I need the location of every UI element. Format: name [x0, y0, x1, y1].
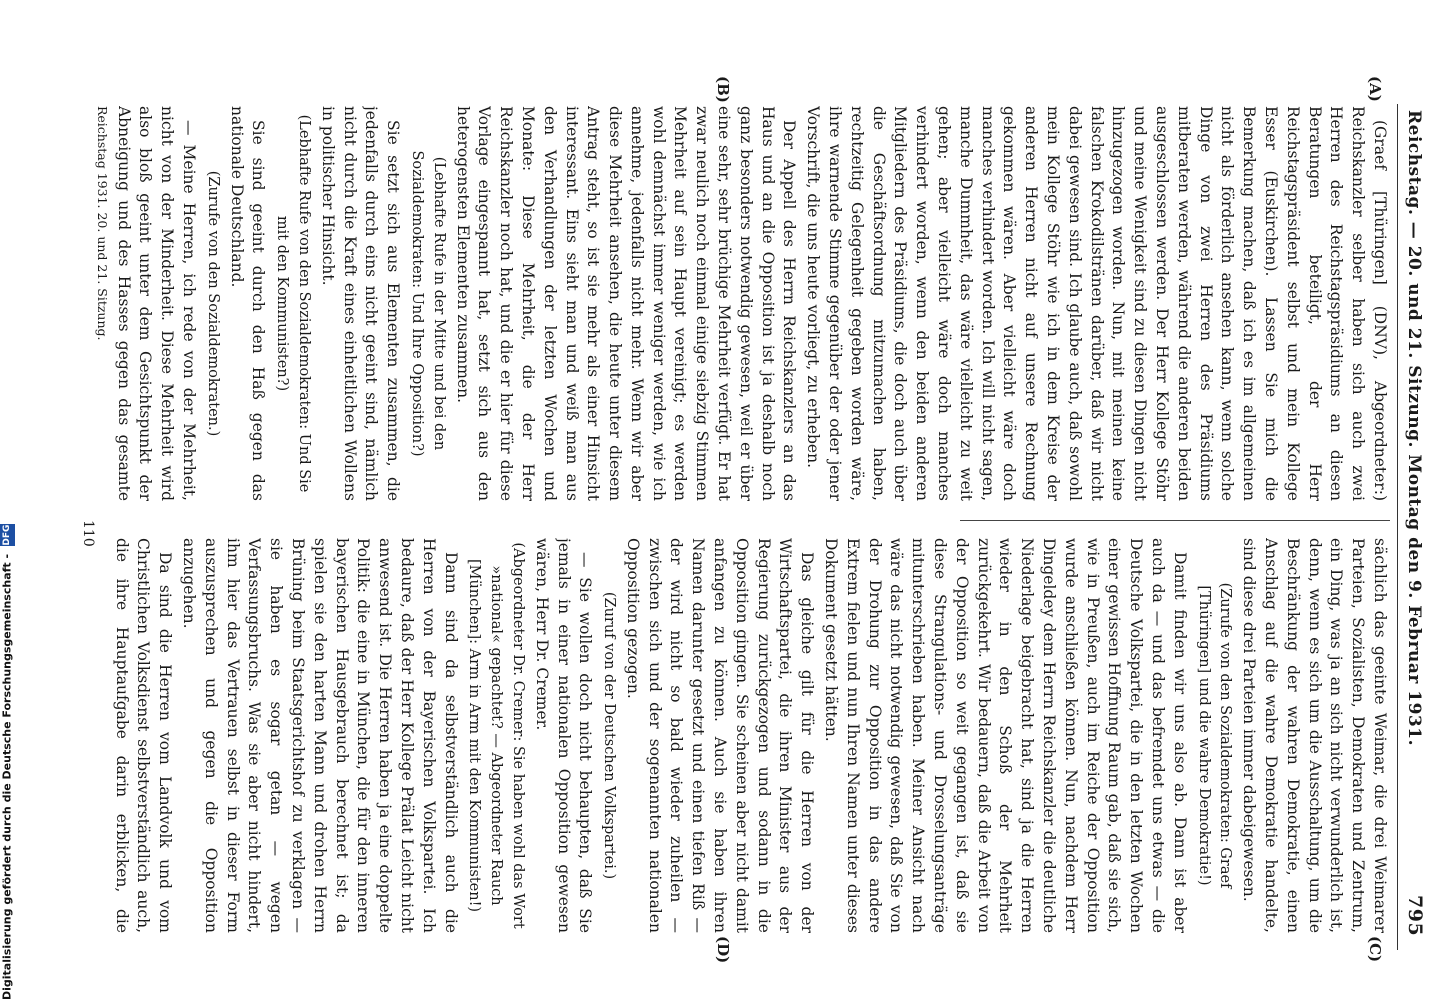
margin-mark-a: (A) — [1366, 76, 1384, 102]
interjection: (Abgeordneter Dr. Cremer: Sie haben wohl das Wort »national« gepachtet? — Abgeordneter Rauch [München]: Arm in Arm mit den Kommunisten!) — [466, 542, 526, 929]
paragraph: Da sind die Herren vom Landvolk und vom Christlichen Volksdienst selbstverständlich auch, die ihre Hauptaufgabe darin erblicken, die — [112, 538, 175, 933]
margin-mark-c: (C) — [1366, 936, 1384, 963]
page-number: 795 — [1404, 895, 1426, 937]
dfg-logo: DFG — [0, 524, 15, 546]
interjection: (Zurufe von den Sozialdemokraten.) — [204, 170, 221, 437]
right-column — [110, 538, 1390, 933]
paragraph: Das gleiche gilt für die Herren von der Wirtschaftspartei, die ihren Minister aus der Regierung zurückgezogen und sodann in die Opposition gingen. Sie scheinen aber nicht damit anfangen zu können. Auch sie haben ihren Namen darunter gesetzt und einen tiefen Riß — der wird nicht so bald wieder zuheilen — zwischen sich und der sogenannten nationalen Opposition gezogen. — [623, 538, 817, 933]
rotated-page — [12, 0, 1432, 964]
digitization-note-text: Digitalisierung gefördert durch die Deutsche Forschungsgemeinschaft - — [0, 553, 14, 1000]
left-column — [110, 106, 1390, 501]
paragraph: sächlich das geeinte Weimar, die drei Weimarer Parteien, Sozialisten, Demokraten und Zentrum, ein Ding, was ja an sich nicht verwunderlich ist, denn, wenn es sich um die Ausschaltung, um die Beschränkung der wahren Demokratie, einen Anschlag auf die wahre Demokratie handelte, sind diese drei Parteien immer dabeigewesen. — [1240, 538, 1389, 933]
paragraph: Damit finden wir uns also ab. Dann ist aber auch da — und das befremdet uns etwas — die Deutsche Volkspartei, die in den letzten Wochen einer gewissen Hoffnung Raum gab, daß sie sich, wie in Preußen, auch im Reiche der Opposition wurde anschließen können. Nun, nachdem Herr Dingeldey dem Herrn Reichskanzler die deutliche Niederlage beigebracht hat, sind ja die Herren wieder in den Schoß der Mehrheit zurückgekehrt. Wir bedauern, daß die Arbeit von der Opposition so weit gegangen ist, daß sie diese Strangulations- und Drosselungsanträge mitunterschrieben haben. Meiner Ansicht nach wäre das nicht notwendig gewesen, daß Sie von der Drohung zur Opposition in das andere Extrem fielen und nun Ihren Namen unter dieses Dokument gesetzt hätten. — [822, 538, 1189, 933]
interjection: (Lebhafte Rufe von den Sozialdemokraten: Und Sie mit den Kommunisten?) — [274, 114, 312, 493]
column-divider — [960, 520, 1390, 521]
margin-mark-d: (D) — [714, 936, 732, 964]
interjection: (Lebhafte Rufe in der Mitte und bei den Sozialdemokraten: Und Ihre Opposition?) — [408, 150, 447, 457]
paragraph: (Graef [Thüringen] (DNV), Abgeordneter:) Reichskanzler selber haben sich auch zwei Herren des Reichstagspräsidiums an diesen Beratungen beteiligt, der Herr Reichstagspräsident selbst und mein Kollege Esser (Euskirchen). Lassen Sie mich die Bemerkung machen, daß ich es im allgemeinen nicht als förderlich ansehen kann, wenn solche Dinge von zwei Herren des Präsidiums mitberaten werden, während die anderen beiden ausgeschlossen werden. Der Herr Kollege Stöhr und meine Wenigkeit sind zu diesen Dingen nicht hinzugezogen worden. Nun, mit meinen keine falschen Krokodilstränen darüber, daß wir nicht dabei gewesen sind. Ich glaube auch, daß sowohl mein Kollege Stöhr wie ich in dem Kreise der anderen Herren nicht auf unsere Rechnung gekommen wären. Aber vielleicht wäre doch manches verhindert worden. Ich will nicht sagen, manche Dummheit, das wäre vielleicht zu weit gehen; aber vielleicht wäre doch manches verhindert worden, wenn den beiden anderen Mitgliedern des Präsidiums, die doch auch über die Geschäftsordnung mitzumachen haben, rechtzeitig Gelegenheit gegeben worden wäre, ihre warnende Stimme gegenüber der oder jener Vorschrift, die uns heute vorliegt, zu erheben. — [804, 106, 1389, 501]
paragraph: — Meine Herren, ich rede von der Mehrheit, nicht von der Minderheit. Diese Mehrheit wird also bloß geeint unter dem Gesichtspunkt der Abneigung und des Hasses gegen das gesamte — [114, 106, 198, 501]
digitization-note — [0, 0, 15, 1000]
paragraph: Sie setzt sich aus Elementen zusammen, die jedenfalls durch eins nicht geeint sind, nämlich nicht durch die Kraft eines einheitlichen Wollens in politischer Hinsicht. — [318, 106, 403, 501]
page-header — [1392, 0, 1432, 960]
margin-mark-b: (B) — [714, 76, 732, 103]
paragraph: Der Appell des Herrn Reichskanzlers an das Haus und an die Opposition ist ja deshalb noch ganz besonders notwendig gewesen, weil er über eine sehr, sehr brüchige Mehrheit verfügt. Er hat zwar neulich noch einmal einige siebzig Stimmen Mehrheit auf sein Haupt vereinigt; es werden wohl demnächst immer weniger werden, wie ich annehme, jedenfalls nicht mehr. Wenn wir aber diese Mehrheit ansehen, die heute unter diesem Antrag steht, so ist sie mehr als einer Hinsicht interessant. Eins sieht man und weiß man aus den Verhandlungen der letzten Wochen und Monate: Diese Mehrheit, die der Herr Reichskanzler noch hat, und die er hier für diese Vorlage eingespannt hat, setzt sich aus den heterogensten Elementen zusammen. — [453, 106, 799, 501]
header-rule — [1397, 104, 1398, 950]
footer-sitting-note: Reichstag 1931. 20. und 21. Sitzung. — [95, 106, 110, 341]
footer-folio: 110 — [80, 520, 96, 547]
interjection: (Zurufe von den Sozialdemokraten: Graef [Thüringen] und die wahre Demokratie!) — [1195, 582, 1234, 889]
paragraph: — Sie wollen doch nicht behaupten, daß Sie jemals in einer nationalen Opposition gewesen wären, Herr Dr. Cremer. — [532, 538, 595, 933]
interjection: (Zuruf von der Deutschen Volkspartei.) — [601, 591, 618, 880]
paragraph: Dann sind da selbstverständlich auch die Herren von der Bayerischen Volkspartei. Ich bedaure, daß der Herr Kollege Prälat Leicht nicht anwesend ist. Die Herren haben ja eine doppelte Politik: die eine in München, die für den inneren bayerischen Hausgebrauch berechnet ist; da spielen sie den harten Mann und drohen Herrn Brüning beim Staatsgerichtshof zu verklagen — sie haben es sogar getan — wegen Verfassungsbruchs. Was sie aber nicht hindert, ihm hier das Vertrauen selbst in dieser Form auszusprechen und gegen die Opposition anzugehen. — [179, 538, 460, 933]
paragraph: Sie sind geeint durch den Haß gegen das nationale Deutschland. — [227, 106, 268, 501]
running-title: Reichstag. — 20. und 21. Sitzung. Montag den 9. Februar 1931. — [1404, 110, 1424, 747]
